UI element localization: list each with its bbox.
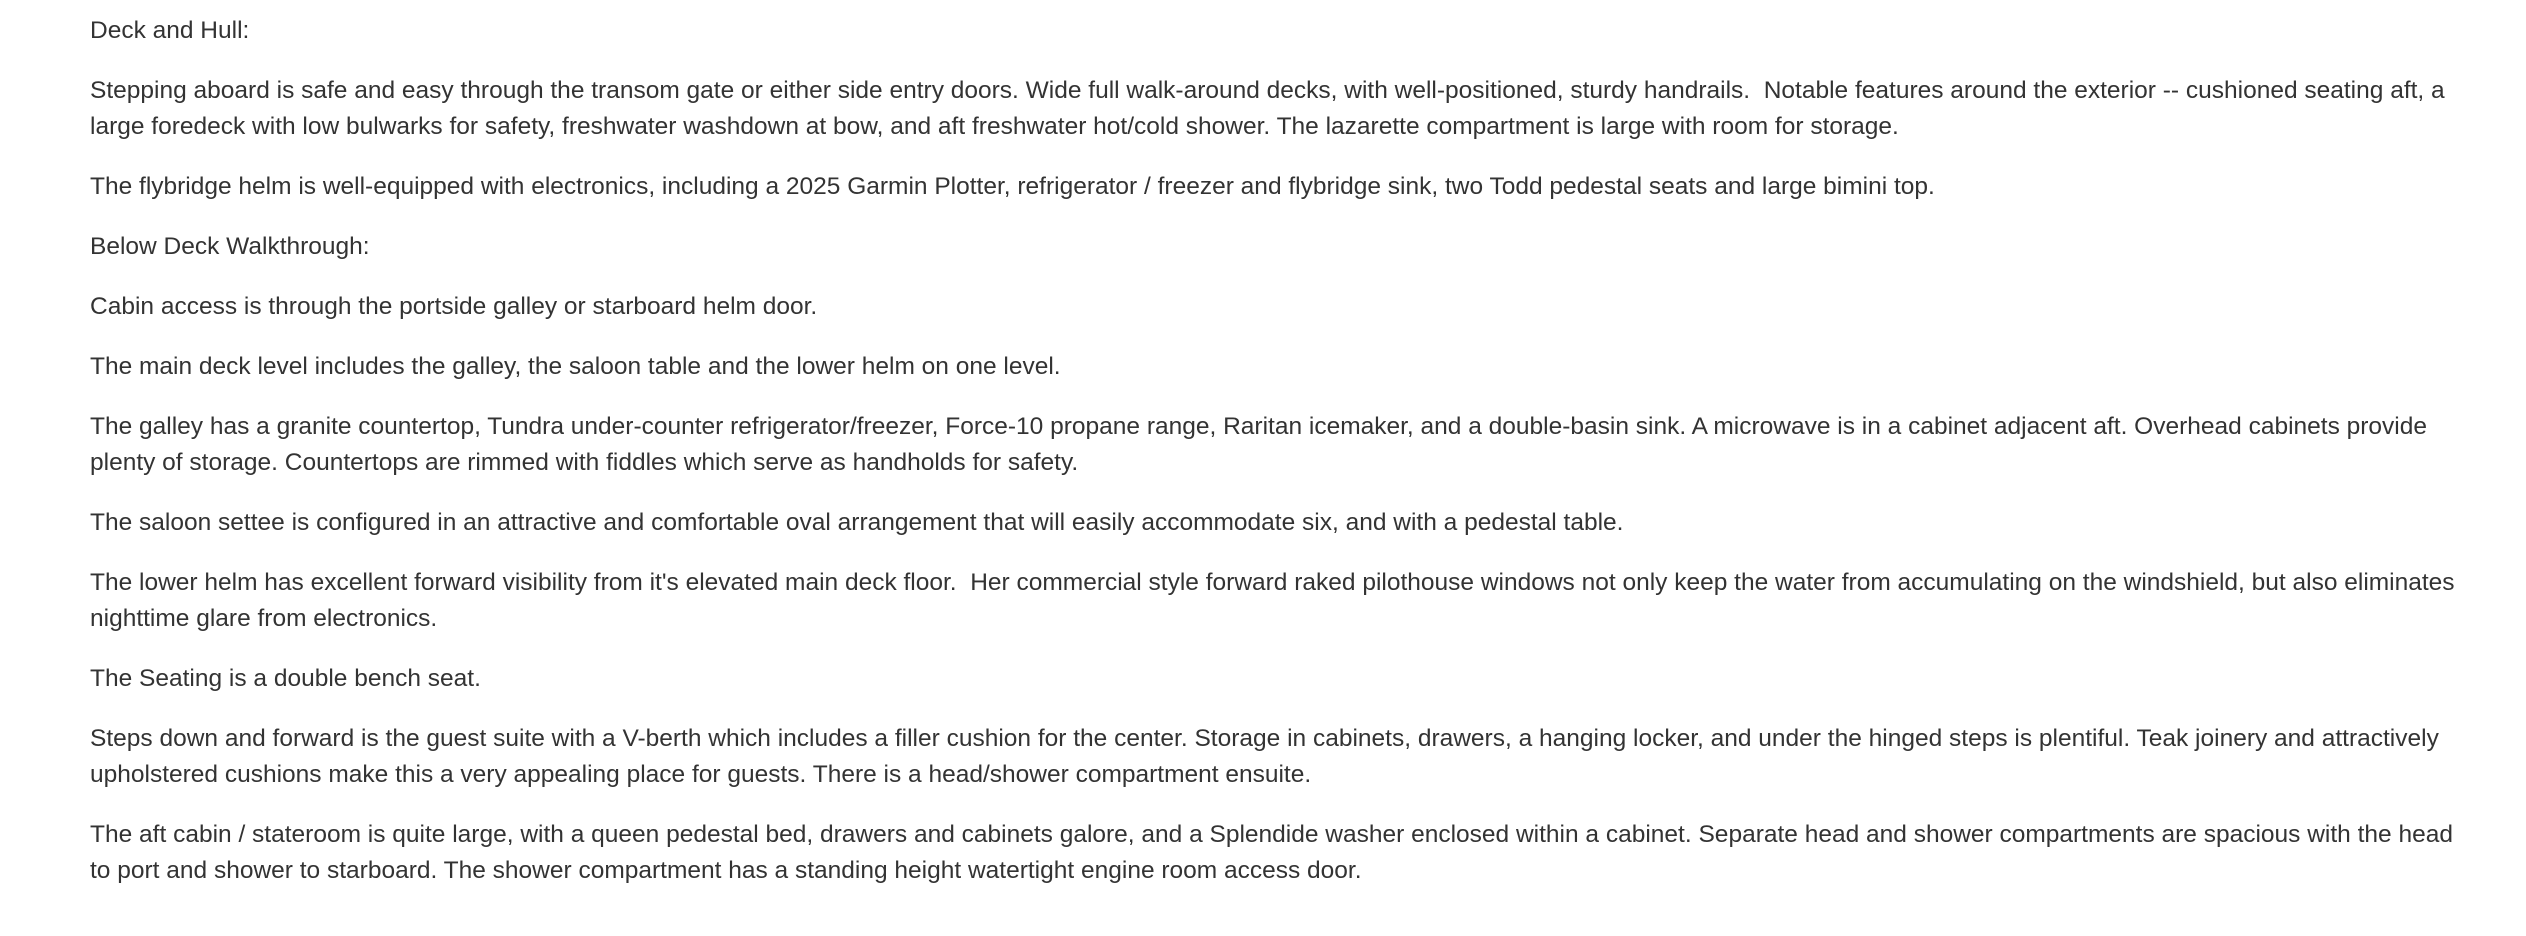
paragraph-saloon-settee: The saloon settee is configured in an attractive and comfortable oval arrangement that will easily accommodate six, and with a pedestal table.: [90, 509, 1624, 536]
section-heading-below-deck: Below Deck Walkthrough:: [90, 233, 370, 260]
listing-description: [90, 13, 2480, 913]
paragraph-flybridge-helm: The flybridge helm is well-equipped with electronics, including a 2025 Garmin Plotter, refrigerator / freezer and flybridge sink, two Todd pedestal seats and large bimini top.: [90, 173, 1935, 200]
paragraph-lower-helm: The lower helm has excellent forward visibility from it's elevated main deck floor. Her commercial style forward raked pilothouse windows not only keep the water from accumulating on the windshield, but also eliminates nighttime glare from electronics.: [90, 569, 2462, 632]
paragraph-seating: The Seating is a double bench seat.: [90, 665, 481, 692]
paragraph-guest-suite: Steps down and forward is the guest suite with a V-berth which includes a filler cushion for the center. Storage in cabinets, drawers, a hanging locker, and under the hinged steps is plentiful. Teak joinery and attractively upholstered cushions make this a very appealing place for guests. There is a head/shower compartment ensuite.: [90, 725, 2446, 788]
paragraph-galley: The galley has a granite countertop, Tundra under-counter refrigerator/freezer, Force-10 propane range, Raritan icemaker, and a double-basin sink. A microwave is in a cabinet adjacent aft. Overhead cabinets provide plenty of storage. Countertops are rimmed with fiddles which serve as handholds for safety.: [90, 413, 2434, 476]
paragraph-boarding-and-exterior: Stepping aboard is safe and easy through the transom gate or either side entry doors. Wide full walk-around decks, with well-positioned, sturdy handrails. Notable features around the exterior -- cushioned seating aft, a large foredeck with low bulwarks for safety, freshwater washdown at bow, and aft freshwater hot/cold shower. The lazarette compartment is large with room for storage.: [90, 77, 2452, 140]
paragraph-main-deck-level: The main deck level includes the galley, the saloon table and the lower helm on one level.: [90, 353, 1061, 380]
section-heading-deck-and-hull: Deck and Hull:: [90, 17, 250, 44]
paragraph-aft-cabin: The aft cabin / stateroom is quite large, with a queen pedestal bed, drawers and cabinets galore, and a Splendide washer enclosed within a cabinet. Separate head and shower compartments are spacious with the head to port and shower to starboard. The shower compartment has a standing height watertight engine room access door.: [90, 821, 2460, 884]
paragraph-cabin-access: Cabin access is through the portside galley or starboard helm door.: [90, 293, 818, 320]
